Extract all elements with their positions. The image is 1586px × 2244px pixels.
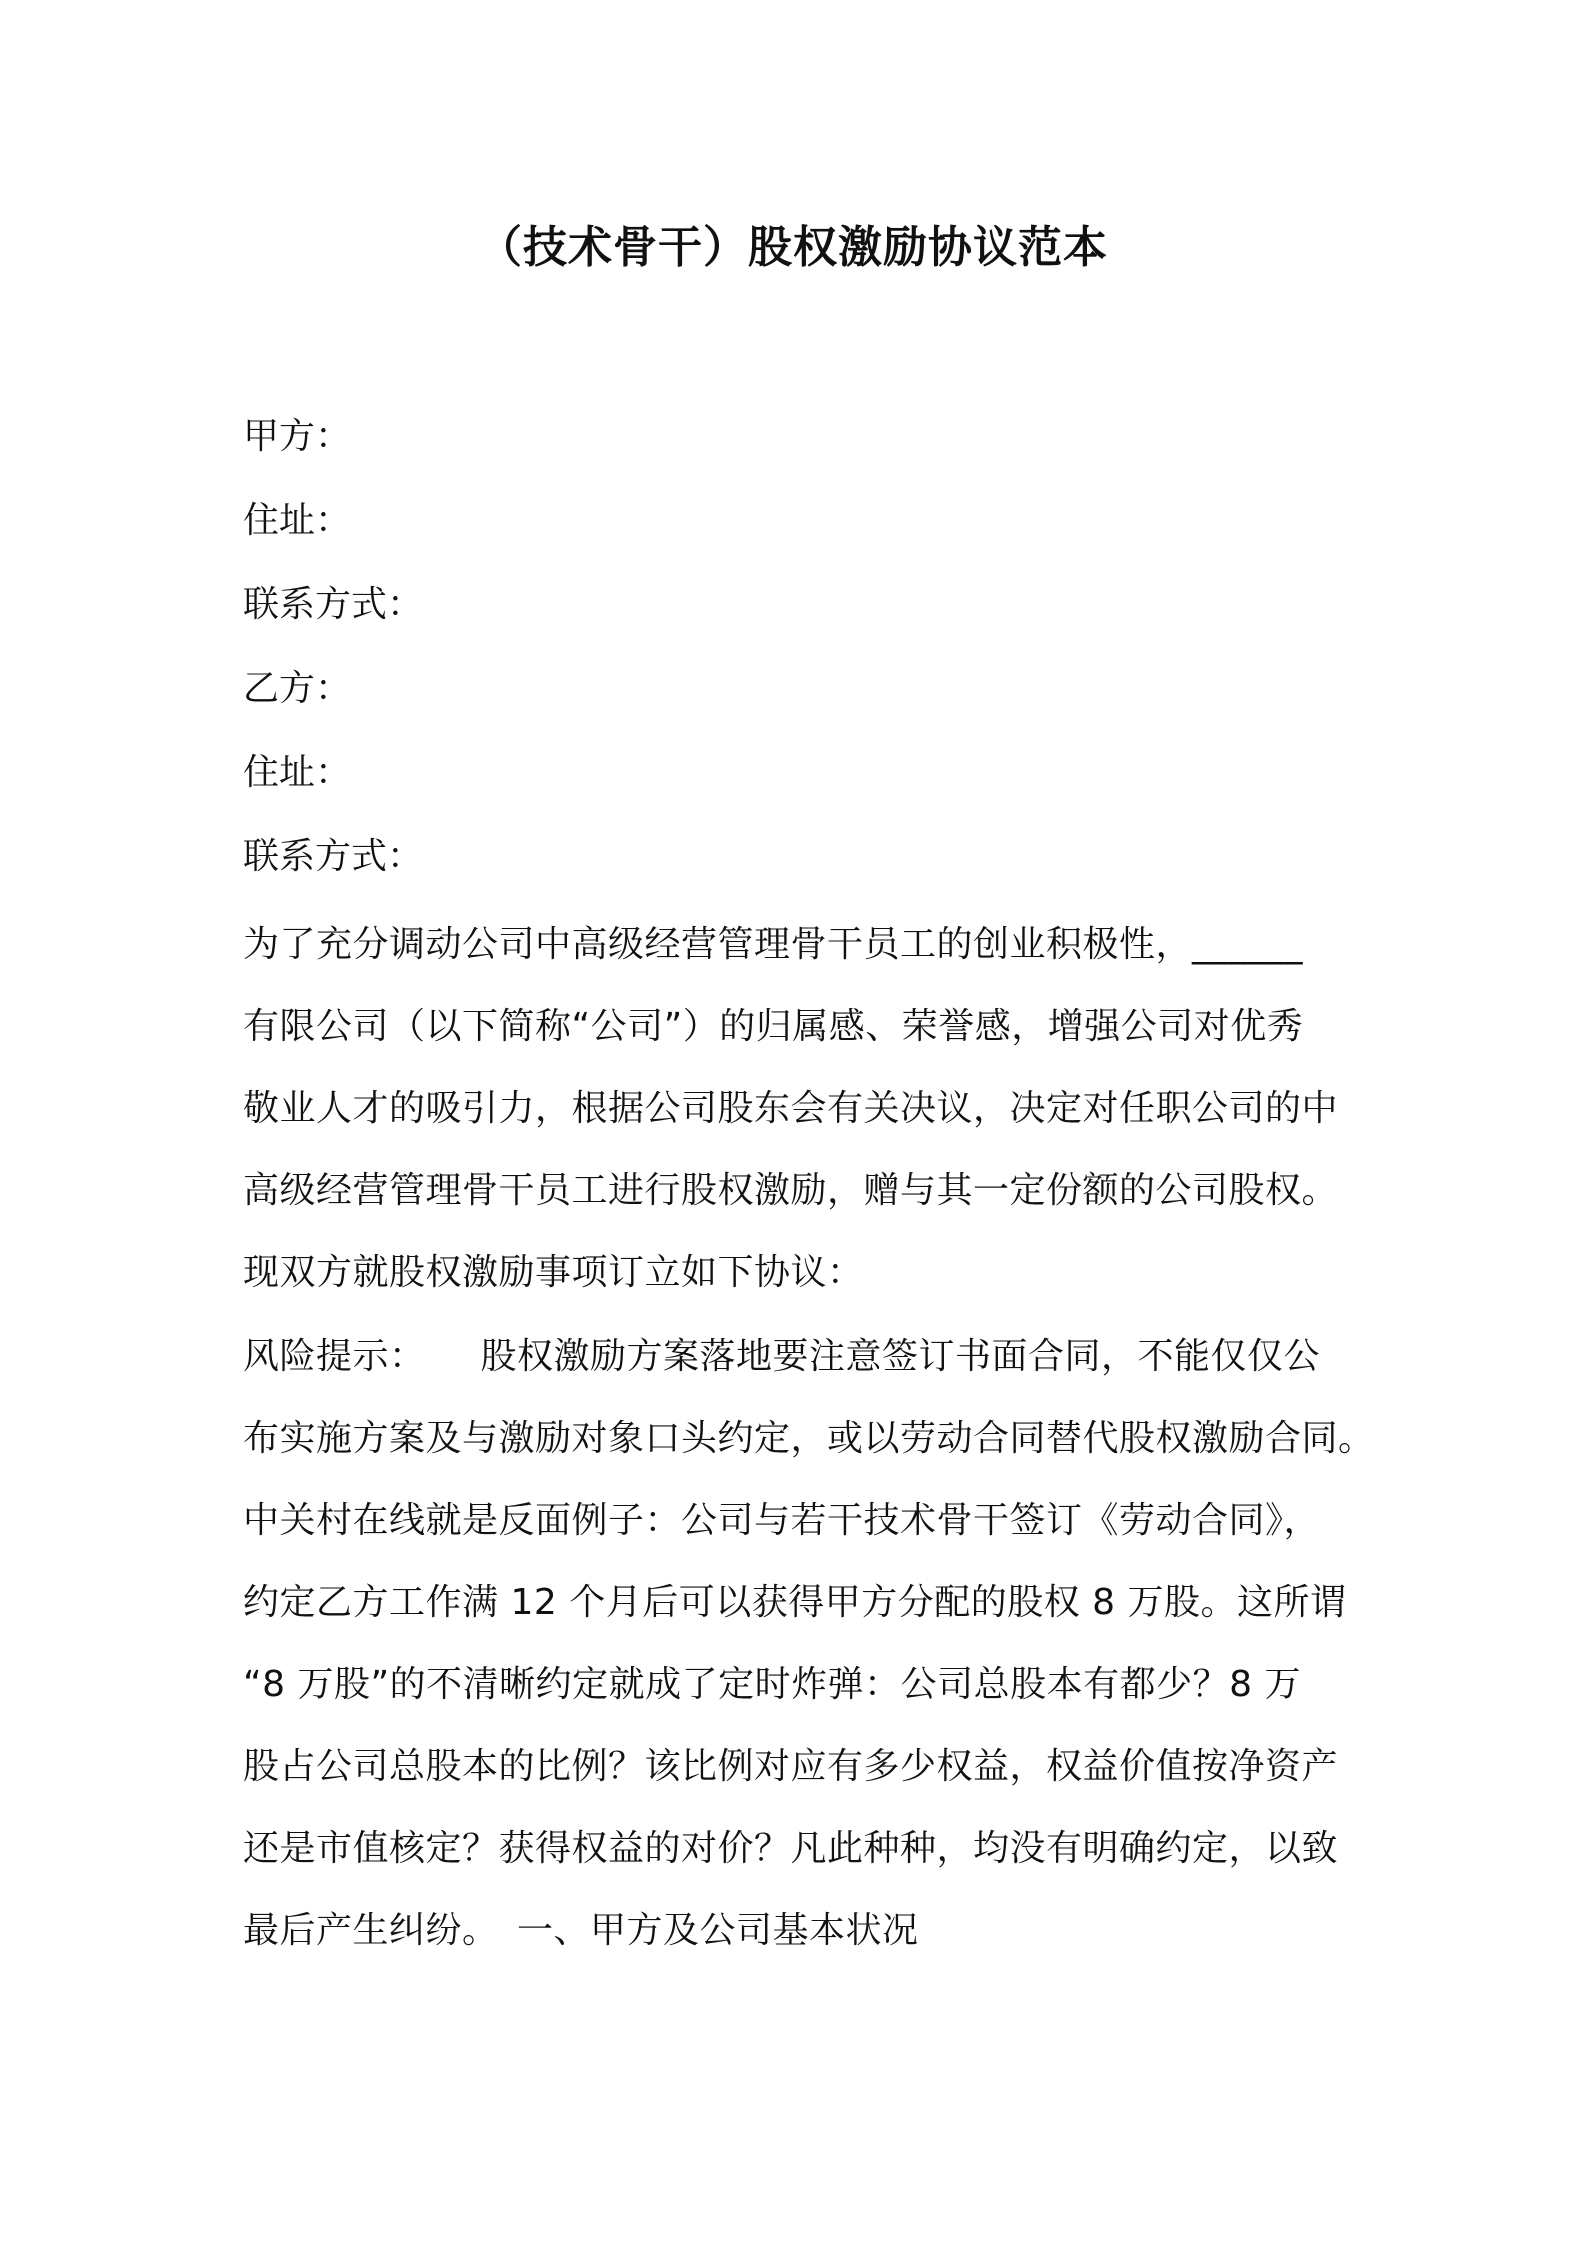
- body-line: 高级经营管理骨干员工进行股权激励，赠与其一定份额的公司股权。: [243, 1170, 1339, 1211]
- document-title: （技术骨干）股权激励协议范本: [478, 222, 1108, 273]
- party-b-address-label: 住址：: [243, 752, 352, 793]
- party-a-address-label: 住址：: [243, 500, 352, 541]
- body-line: “8 万股”的不清晰约定就成了定时炸弹：公司总股本有都少？8 万: [243, 1664, 1301, 1705]
- section-heading-line: 最后产生纠纷。 一、甲方及公司基本状况: [243, 1910, 919, 1951]
- body-line: 股占公司总股本的比例？该比例对应有多少权益，权益价值按净资产: [243, 1746, 1339, 1787]
- party-a-contact-label: 联系方式：: [243, 584, 424, 625]
- party-b-contact-label: 联系方式：: [243, 836, 424, 877]
- body-line: 布实施方案及与激励对象口头约定，或以劳动合同替代股权激励合同。: [243, 1418, 1375, 1459]
- risk-notice-line: 风险提示： 股权激励方案落地要注意签订书面合同，不能仅仅公: [243, 1336, 1321, 1377]
- body-line: 中关村在线就是反面例子：公司与若干技术骨干签订《劳动合同》，: [243, 1500, 1321, 1541]
- body-line: 约定乙方工作满 12 个月后可以获得甲方分配的股权 8 万股。这所谓: [243, 1582, 1347, 1623]
- body-line: 现双方就股权激励事项订立如下协议：: [243, 1252, 864, 1293]
- party-b-label: 乙方：: [243, 668, 352, 709]
- body-line: 为了充分调动公司中高级经营管理骨干员工的创业积极性，______: [243, 924, 1304, 965]
- body-line: 敬业人才的吸引力，根据公司股东会有关决议，决定对任职公司的中: [243, 1088, 1339, 1129]
- body-line: 有限公司（以下简称“公司”）的归属感、荣誉感，增强公司对优秀: [243, 1006, 1304, 1047]
- body-line: 还是市值核定？获得权益的对价？凡此种种，均没有明确约定，以致: [243, 1828, 1339, 1869]
- party-a-label: 甲方：: [243, 416, 352, 457]
